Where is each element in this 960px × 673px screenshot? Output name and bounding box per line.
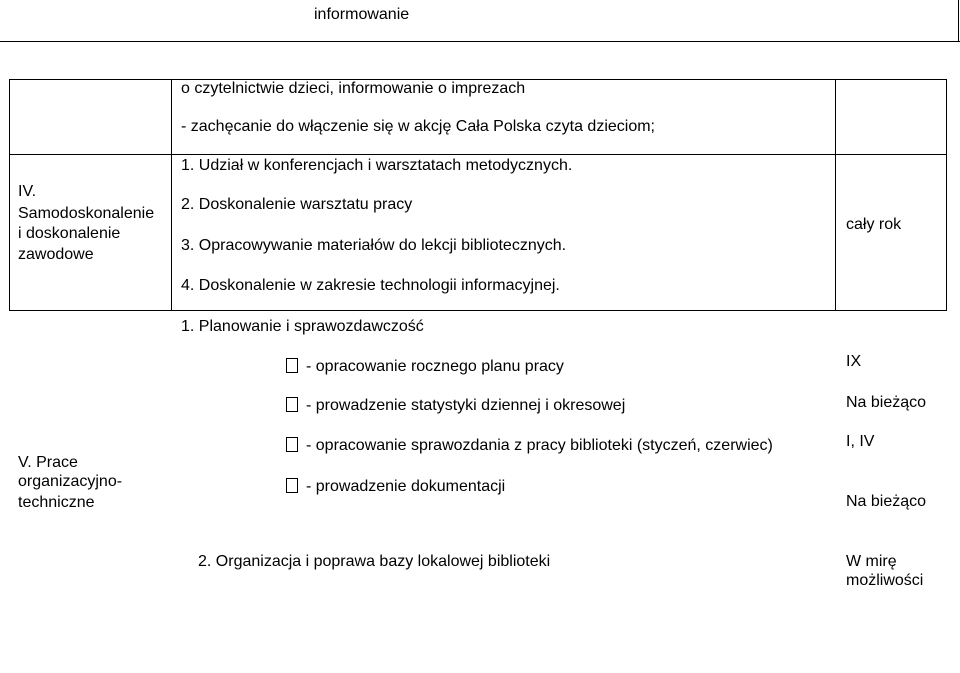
- bullet-box-icon: [286, 397, 298, 412]
- top-table-right-border: [958, 0, 959, 42]
- term-label: IX: [846, 353, 862, 370]
- category-line: zawodowe: [18, 246, 94, 263]
- list-item: [286, 358, 564, 376]
- top-table-bottom-border: [0, 41, 960, 42]
- task-item: 1. Udział w konferencjach i warsztatach metodycznych.: [181, 157, 573, 174]
- category-column-border: [171, 79, 172, 311]
- task-item: 3. Opracowywanie materiałów do lekcji bibliotecznych.: [181, 237, 567, 254]
- main-table-right-border: [946, 79, 947, 311]
- task-item: 2. Doskonalenie warsztatu pracy: [181, 196, 413, 213]
- list-item-text: - prowadzenie dokumentacji: [306, 478, 506, 495]
- term-label: Na bieżąco: [846, 394, 927, 411]
- list-item: [286, 397, 625, 415]
- category-line: Samodoskonalenie: [18, 205, 155, 222]
- list-item: [286, 478, 505, 496]
- main-table-left-border: [9, 79, 10, 311]
- section-iv-term: cały rok: [846, 216, 902, 233]
- term-label: W mirę: [846, 553, 897, 570]
- section-v-item-2: 2. Organizacja i poprawa bazy lokalowej biblioteki: [198, 553, 551, 570]
- row-v-top-border: [9, 310, 947, 311]
- task-item: 4. Doskonalenie w zakresie technologii informacyjnej.: [181, 277, 560, 294]
- list-item-text: - prowadzenie statystyki dziennej i okresowej: [306, 397, 626, 414]
- bullet-box-icon: [286, 478, 298, 493]
- row-a-line-2: - zachęcanie do włączenie się w akcję Cała Polska czyta dzieciom;: [181, 118, 655, 135]
- list-item-text: - opracowanie sprawozdania z pracy biblioteki (styczeń, czerwiec): [306, 437, 773, 454]
- category-line: techniczne: [18, 494, 95, 511]
- bullet-box-icon: [286, 437, 298, 452]
- term-column-border: [835, 79, 836, 311]
- term-label: możliwości: [846, 572, 924, 589]
- row-iv-top-border: [9, 154, 947, 155]
- category-line: i doskonalenie: [18, 225, 121, 242]
- bullet-box-icon: [286, 358, 298, 373]
- top-fragment-text: informowanie: [314, 6, 410, 23]
- section-v-heading: 1. Planowanie i sprawozdawczość: [181, 318, 424, 335]
- category-line: V. Prace: [18, 454, 78, 471]
- list-item-text: - opracowanie rocznego planu pracy: [306, 358, 564, 375]
- category-line: organizacyjno-: [18, 473, 123, 490]
- term-label: Na bieżąco: [846, 493, 927, 510]
- term-label: I, IV: [846, 433, 875, 450]
- list-item: [286, 437, 773, 455]
- row-a-line-1: o czytelnictwie dzieci, informowanie o imprezach: [181, 80, 526, 97]
- category-line: IV.: [18, 183, 37, 200]
